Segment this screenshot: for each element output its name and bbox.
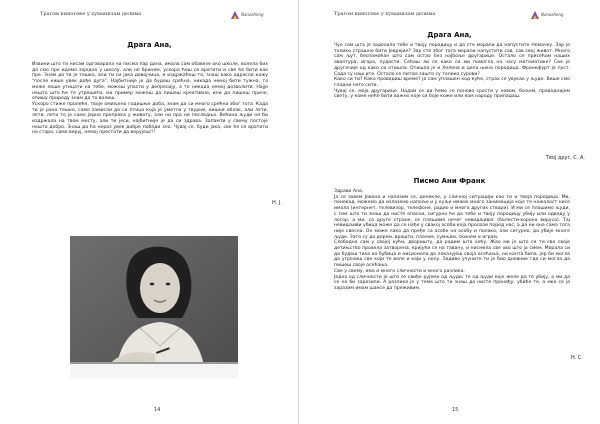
- running-title: Трагом кинотеке у хуманизам делима: [334, 11, 436, 17]
- right-page: [300, 0, 599, 424]
- paragraph: Ја се зовем Јована и налазим се, донекле, у сличној ситуацији као ти и твоја породица. Ми, понекад, можемо да излаземо напоље и у куљи имамо много занимација које те нажалост нисе имала (интернет, телевизор, телефоне, радио и много других ствари). И ми се плашимо људи, с тим што ти знаш да нисте опасни, сигурно ће да тебе и твоју породицу убију или одведу у логор, а ми, са друге стране, се плашимо нечег невидљивог (болести-корона вируса). Тај невидљиви убица може да се нађе у свакој особи која пролази поред нас, а да ни она сама тога није свесна. Он може лако да пређе са особе на особу и полако, али сигурно, да убије многе људе. Зато су да дерем, врашти, плачем, сумњам, скинем и играм.: [334, 194, 570, 240]
- signature: Твој друг, С. А.: [545, 155, 585, 161]
- page-header: [0, 10, 298, 24]
- paragraph: Извини што ти нисам одговарала на писма пар дана, имала сам обавезе око школе, волела бих да смо пре идемо заједно у школу, али не бринем, ускоро ћеш се вратити и све ће бити као пре. Знам да ти је тешко, али ти си јака девојчица, и издржаћеш то, знаш како одрасли кажу "после кише увек дође дуга". Најбитније је да будеш срећна, никада немој бити тужна, то може лоше утицати на тебе, можеш упасти у депресију, а то никада немој дозволити. Најје нешто што ће те утрешити, ма пример можеш да пишеш креативно, или да пишеш приче, опишу природу знам да то волиш.: [32, 62, 268, 102]
- letter-body: [334, 43, 570, 100]
- paragraph: Како си ти? Како проводиш време? Ја сам уплашен код куће, страх се увукао у људе. Више смо гладни него сити.: [334, 77, 570, 88]
- logo: [530, 10, 570, 22]
- logo-text: Nanosheng: [541, 12, 564, 17]
- logo: [230, 10, 270, 22]
- paragraph: Чуо сам шта је задесило тебе и твоју породицу и да сте морали да напустите Немачку. Зар је толико страшно бити Јеврејин? Зар сте због тога морали напустити сав, сав свој живот. Много сам љут, беспомоћан што сам остао без најбоље другарице. Остало се присећам наших авантура, игара, лудости. Сећаш ли се како си ми помогла на часу математике? Све је другачије од како си отишла. Отишла је и Хелена и цела њена породица. Франкфурт је пуст. Сада су наш ите. Остало се питам зашто су толико сурови?: [334, 43, 570, 77]
- letter-title: Драга Ана,: [127, 41, 172, 49]
- portrait-photo-icon: [70, 236, 238, 378]
- letter-body: [32, 62, 268, 136]
- paragraph: Ускоро стиже пролеће, твоје омиљено годишње доба, знам да си много срећна због тога. Када ти је рано тешко, само замисли да си птица која је уметла у твурни, кишни облак, али лети, лети, лети то је само једна препрека у животу, али ни пра ни последња. Већина људи не би издржала на твом месту, али ти јеси, најбитније је да си здрава. Запамти у свему постоје нешто добро. Знаш да ћа нераз увек добре победи зло. Чувај се, буди јака, све ће се вратити на старо, само веруј, немој престати да верујеш!!!: [32, 101, 268, 136]
- section-title: Писмо Ани Франк: [413, 177, 486, 185]
- page-header: [300, 10, 599, 24]
- paragraph: Слободна сам у својој кући, дворишту, да радим шта хоћу. Жао ми је што си ти све своје детињство провела затворена, кријући се на тавану, и нисмела све ово што ја смем. Морала си да будеш тиха ко бубица и нисисмела да показујеш своја осећања, ни канта била, јер би могла да угрозиш све који те воле и који у нолу. Задиво учуните ти је био дневник где си могла да пишеш своје осећања.: [334, 240, 570, 269]
- signature: Н. Ј.: [271, 200, 282, 206]
- signature: Н. С.: [570, 355, 583, 361]
- letter-body-2: [334, 189, 570, 292]
- logo-icon: [530, 10, 540, 20]
- paragraph: Чувај се, моја другарице. Надам се да ћемо се поново срести у новом, бољем, праведнијем свету, у коме неће бити важно које си боје коже или ком народу припадаш.: [334, 88, 570, 100]
- logo-text: Nanosheng: [241, 12, 264, 17]
- logo-icon: [230, 10, 240, 20]
- page-number: 14: [154, 407, 161, 413]
- letter-title: Драга Ана,: [427, 31, 472, 39]
- paragraph: Све у свему, има и много сличности и много разлика.: [334, 268, 465, 274]
- left-page: [0, 0, 299, 424]
- running-title: Трагом кинотеке у хуманизам делима: [40, 11, 142, 17]
- paragraph: Здраво Ана,: [334, 189, 364, 194]
- paragraph: Једна од сличности је што се свиђе рујемо од људи, те од људи које желе да те убију, а ми да се не би заразили. А разлика је у томе што ти знаш да нисте пронађу, убиће те, а мко се ја заразим имам шансе да преживим.: [334, 274, 570, 291]
- portrait-photo-graphic: [70, 236, 238, 378]
- page-number: 15: [452, 407, 459, 413]
